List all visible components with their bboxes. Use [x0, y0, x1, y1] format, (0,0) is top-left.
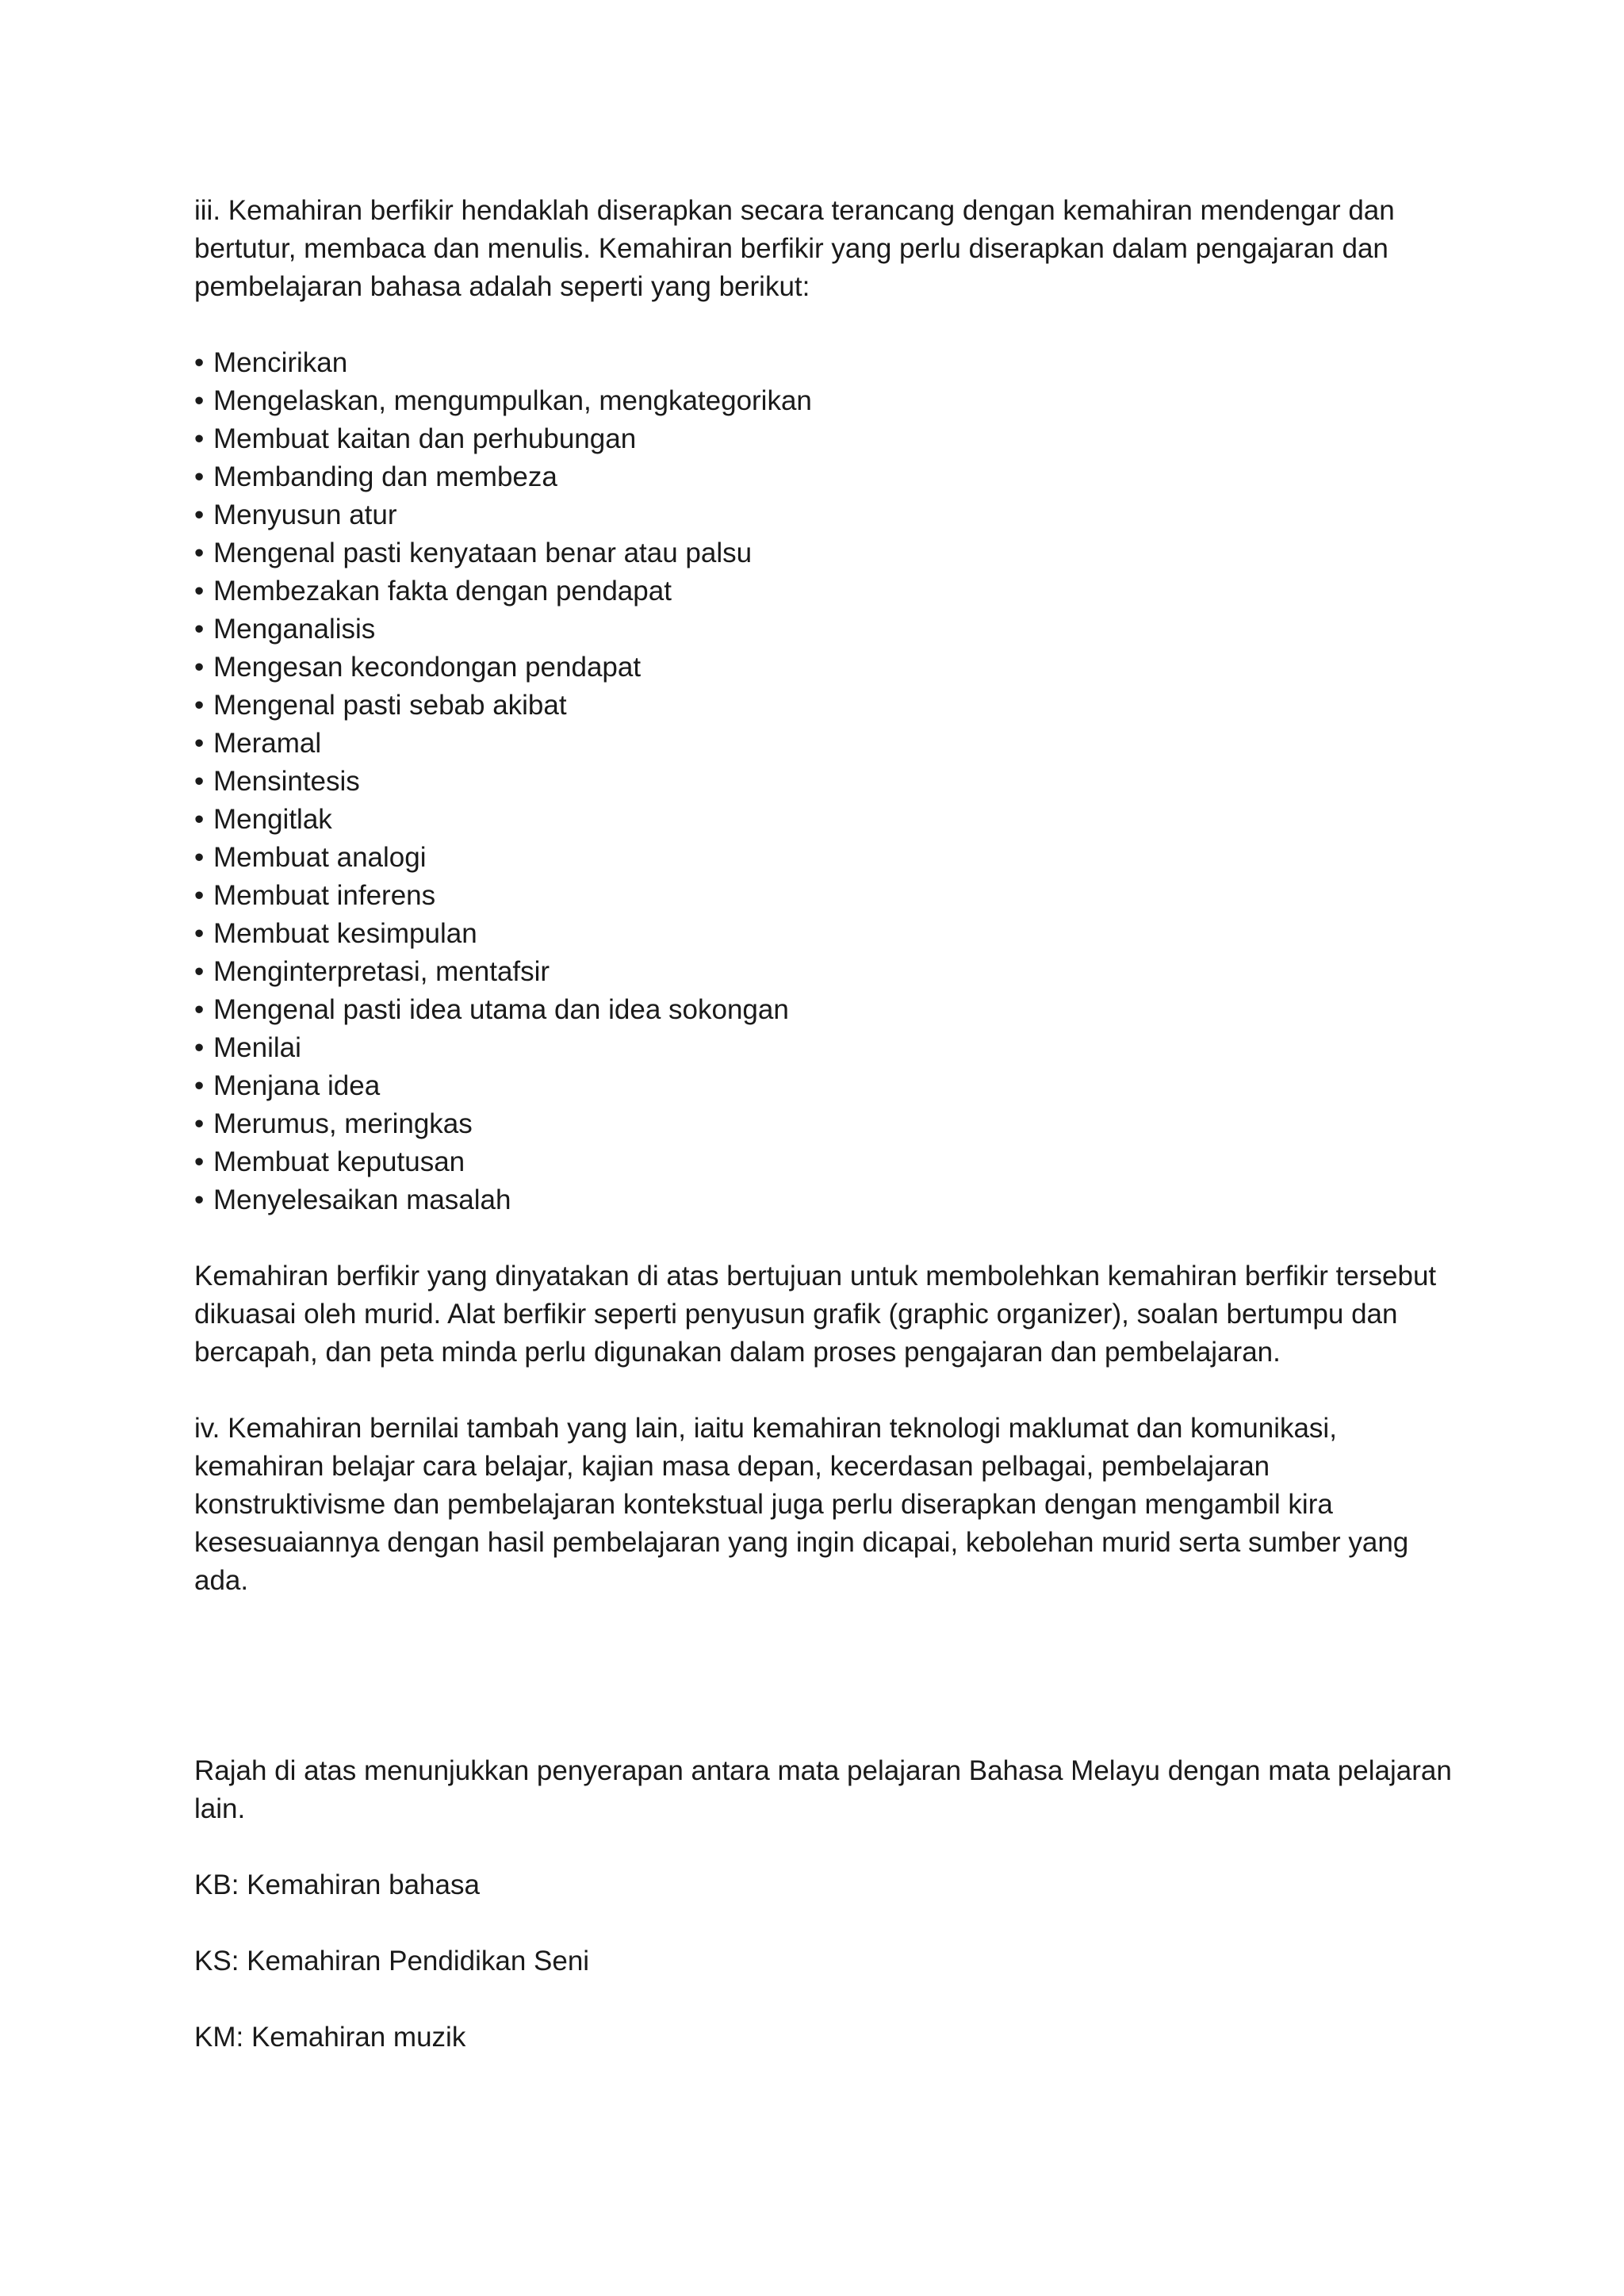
list-item — [194, 1181, 1463, 1219]
list-item-label: Menyusun atur — [213, 499, 397, 530]
list-item — [194, 1029, 1463, 1067]
list-item — [194, 382, 1463, 420]
bullet-icon: • — [194, 461, 205, 492]
bullet-icon: • — [194, 652, 205, 683]
bullet-icon: • — [194, 804, 205, 835]
bullet-icon: • — [194, 347, 205, 378]
list-item-label: Mengenal pasti kenyataan benar atau palsu — [213, 538, 753, 568]
list-item — [194, 801, 1463, 839]
bullet-icon: • — [194, 1108, 205, 1139]
bullet-icon: • — [194, 994, 205, 1025]
list-item-label: Mencirikan — [213, 347, 348, 378]
list-item-label: Membuat inferens — [213, 880, 436, 911]
bullet-icon: • — [194, 880, 205, 911]
paragraph-summary: Kemahiran berfikir yang dinyatakan di atas bertujuan untuk membolehkan kemahiran berfikir tersebut dikuasai oleh murid. Alat berfikir seperti penyusun grafik (graphic organizer), soalan bertumpu dan bercapah, dan peta minda perlu digunakan dalam proses pengajaran dan pembelajaran. — [194, 1261, 1437, 1368]
blank-space — [194, 1600, 1463, 1752]
list-item-label: Membanding dan membeza — [213, 461, 557, 492]
list-item — [194, 610, 1463, 649]
bullet-icon: • — [194, 1184, 205, 1215]
list-item-label: Mengitlak — [213, 804, 332, 835]
list-item — [194, 572, 1463, 610]
list-item — [194, 420, 1463, 458]
legend-ks: KS: Kemahiran Pendidikan Seni — [194, 1946, 590, 1976]
bullet-icon: • — [194, 1146, 205, 1177]
paragraph-diagram-caption: Rajah di atas menunjukkan penyerapan antara mata pelajaran Bahasa Melayu dengan mata pelajaran lain. — [194, 1755, 1452, 1824]
list-item-label: Mengenal pasti idea utama dan idea sokongan — [213, 994, 789, 1025]
bullet-icon: • — [194, 576, 205, 607]
list-item — [194, 839, 1463, 877]
bullet-icon: • — [194, 538, 205, 568]
list-item — [194, 953, 1463, 991]
list-item-label: Membuat keputusan — [213, 1146, 465, 1177]
list-item — [194, 763, 1463, 801]
list-item-label: Merumus, meringkas — [213, 1108, 473, 1139]
bullet-icon: • — [194, 385, 205, 416]
list-item-label: Membuat analogi — [213, 842, 427, 873]
list-item-label: Menilai — [213, 1032, 301, 1063]
bullet-icon: • — [194, 842, 205, 873]
list-item-label: Membuat kaitan dan perhubungan — [213, 423, 637, 454]
list-item-label: Menyelesaikan masalah — [213, 1184, 511, 1215]
paragraph-iv: iv. Kemahiran bernilai tambah yang lain, iaitu kemahiran teknologi maklumat dan komunikasi, kemahiran belajar cara belajar, kajian masa depan, kecerdasan pelbagai, pembelajaran konstruktivisme dan pembelajaran kontekstual juga perlu diserapkan dengan mengambil kira kesesuaiannya dengan hasil pembelajaran yang ingin dicapai, kebolehan murid serta sumber yang ada. — [194, 1413, 1409, 1596]
list-item — [194, 458, 1463, 496]
list-item-label: Meramal — [213, 728, 322, 759]
list-item-label: Menjana idea — [213, 1070, 381, 1101]
list-item-label: Mensintesis — [213, 766, 360, 797]
list-item — [194, 687, 1463, 725]
bullet-icon: • — [194, 499, 205, 530]
bullet-icon: • — [194, 766, 205, 797]
paragraph-iii: iii. Kemahiran berfikir hendaklah diserapkan secara terancang dengan kemahiran mendengar dan bertutur, membaca dan menulis. Kemahiran berfikir yang perlu diserapkan dalam pengajaran dan pembelajaran bahasa adalah seperti yang berikut: — [194, 195, 1395, 302]
bullet-icon: • — [194, 1070, 205, 1101]
list-item — [194, 877, 1463, 915]
list-item — [194, 534, 1463, 572]
list-item-label: Mengelaskan, mengumpulkan, mengkategorikan — [213, 385, 812, 416]
list-item — [194, 915, 1463, 953]
list-item-label: Membezakan fakta dengan pendapat — [213, 576, 672, 607]
bullet-icon: • — [194, 1032, 205, 1063]
bullet-icon: • — [194, 423, 205, 454]
legend-kb: KB: Kemahiran bahasa — [194, 1869, 480, 1900]
list-item — [194, 991, 1463, 1029]
list-item-label: Membuat kesimpulan — [213, 918, 477, 949]
list-item — [194, 649, 1463, 687]
list-item-label: Menginterpretasi, mentafsir — [213, 956, 550, 987]
legend-km: KM: Kemahiran muzik — [194, 2022, 466, 2053]
list-item — [194, 1143, 1463, 1181]
list-item — [194, 1105, 1463, 1143]
list-item — [194, 725, 1463, 763]
bullet-icon: • — [194, 918, 205, 949]
list-item-label: Mengenal pasti sebab akibat — [213, 690, 567, 721]
list-item — [194, 496, 1463, 534]
list-item — [194, 1067, 1463, 1105]
document-body — [194, 192, 1463, 2057]
list-item-label: Mengesan kecondongan pendapat — [213, 652, 642, 683]
bullet-icon: • — [194, 956, 205, 987]
list-item-label: Menganalisis — [213, 614, 376, 645]
thinking-skills-list — [194, 344, 1463, 1219]
bullet-icon: • — [194, 614, 205, 645]
list-item — [194, 344, 1463, 382]
bullet-icon: • — [194, 690, 205, 721]
bullet-icon: • — [194, 728, 205, 759]
